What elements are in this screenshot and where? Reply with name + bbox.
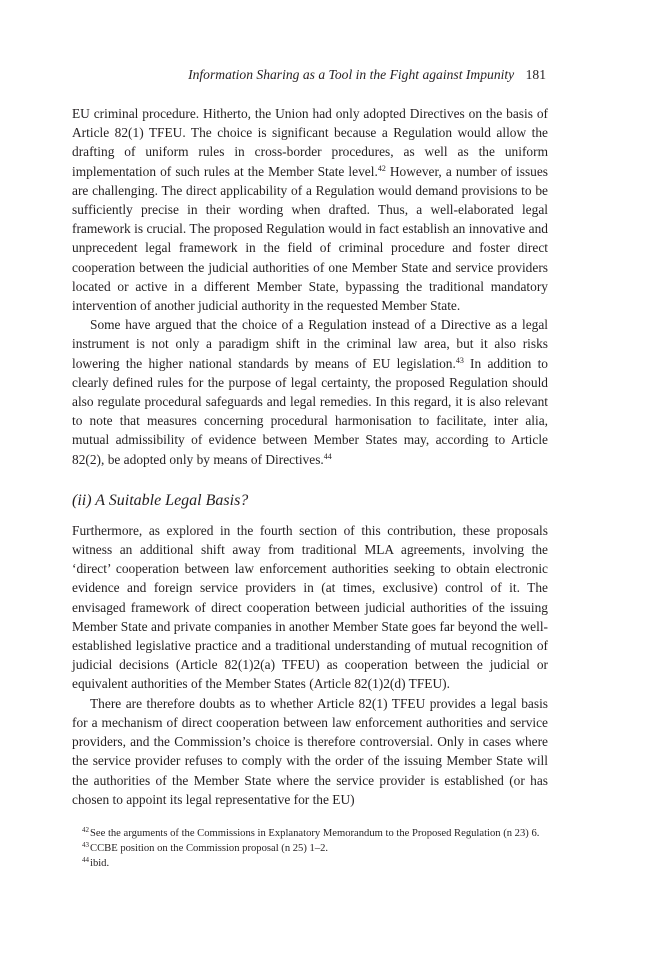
main-text: [72, 104, 548, 809]
footnote-text: ibid.: [90, 858, 110, 869]
footnote-text: See the arguments of the Commissions in Explanatory Memorandum to the Proposed Regulation (n 23) 6.: [90, 828, 540, 839]
footnote: [72, 856, 548, 871]
running-title: Information Sharing as a Tool in the Fight against Impunity: [188, 67, 515, 82]
footnotes: [72, 826, 548, 871]
footnote-number: 44: [82, 856, 89, 864]
footnote-ref[interactable]: 44: [323, 451, 332, 461]
footnote-number: 42: [82, 826, 89, 834]
paragraph: Furthermore, as explored in the fourth section of this contribution, these proposals witness an additional shift away from traditional MLA agreements, involving the ‘direct’ cooperation between law enforcement authorities seeking to obtain electronic evidence and foreign service providers in (at times, exclusive) control of it. The envisaged framework of direct cooperation between judicial authorities of the issuing Member State and private companies in another Member State goes far beyond the well-established legislative practice and a traditional understanding of mutual recognition of judicial decisions (Article 82(1)2(a) TFEU) as cooperation between the judicial or equivalent authorities of the Member States (Article 82(1)2(d) TFEU).: [72, 522, 548, 692]
paragraph-text: Some have argued that the choice of a Regulation instead of a Directive as a legal instrument is not only a paradigm shift in the criminal law area, but it also risks lowering the higher national standards by means of EU legislation.: [72, 317, 548, 371]
paragraph-text: However, a number of issues are challenging. The direct applicability of a Regulation would demand provisions to be sufficiently precise in their wording when drafted. Thus, a well-elaborated legal framework is crucial. The proposed Regulation would in fact establish an innovative and unprecedent legal framework in the field of criminal procedure and foster direct cooperation between the judicial authorities of one Member State and service providers located or active in a different Member State, bypassing the traditional mandatory intervention of another judicial authority in the requested Member State.: [72, 163, 549, 314]
running-header: [72, 66, 546, 84]
paragraph: [72, 315, 548, 469]
page-number: 181: [525, 67, 546, 82]
paragraph: There are therefore doubts as to whether Article 82(1) TFEU provides a legal basis for a mechanism of direct cooperation between law enforcement authorities and service providers, and the Commission’s choice is therefore controversial. Only in cases where the service provider refuses to comply with the order of the issuing Member State will the authorities of the Member State where the service provider is established (or has chosen to appoint its legal representative for the EU): [72, 695, 548, 807]
paragraph-text: In addition to clearly defined rules for the purpose of legal certainty, the proposed Regulation should also regulate procedural safeguards and legal remedies. In this regard, it is also relevant to note that measures concerning procedural harmonisation to facilitate, inter alia, mutual admissibility of evidence between Member States may, according to Article 82(2), be adopted only by means of Directives.: [72, 355, 548, 467]
footnote-ref[interactable]: 42: [377, 163, 386, 173]
section-heading: (ii) A Suitable Legal Basis?: [72, 491, 249, 509]
footnote: [72, 826, 548, 841]
footnote-number: 43: [82, 841, 89, 849]
paragraph: [72, 104, 548, 315]
footnote-ref[interactable]: 43: [455, 355, 464, 365]
footnote: [72, 841, 548, 856]
footnote-text: CCBE position on the Commission proposal (n 25) 1–2.: [90, 843, 329, 854]
paragraph-text: EU criminal procedure. Hitherto, the Union had only adopted Directives on the basis of Article 82(1) TFEU. The choice is significant because a Regulation would allow the drafting of uniform rules in cross-border procedures, as well as the uniform implementation of such rules at the Member State level.: [72, 106, 548, 179]
